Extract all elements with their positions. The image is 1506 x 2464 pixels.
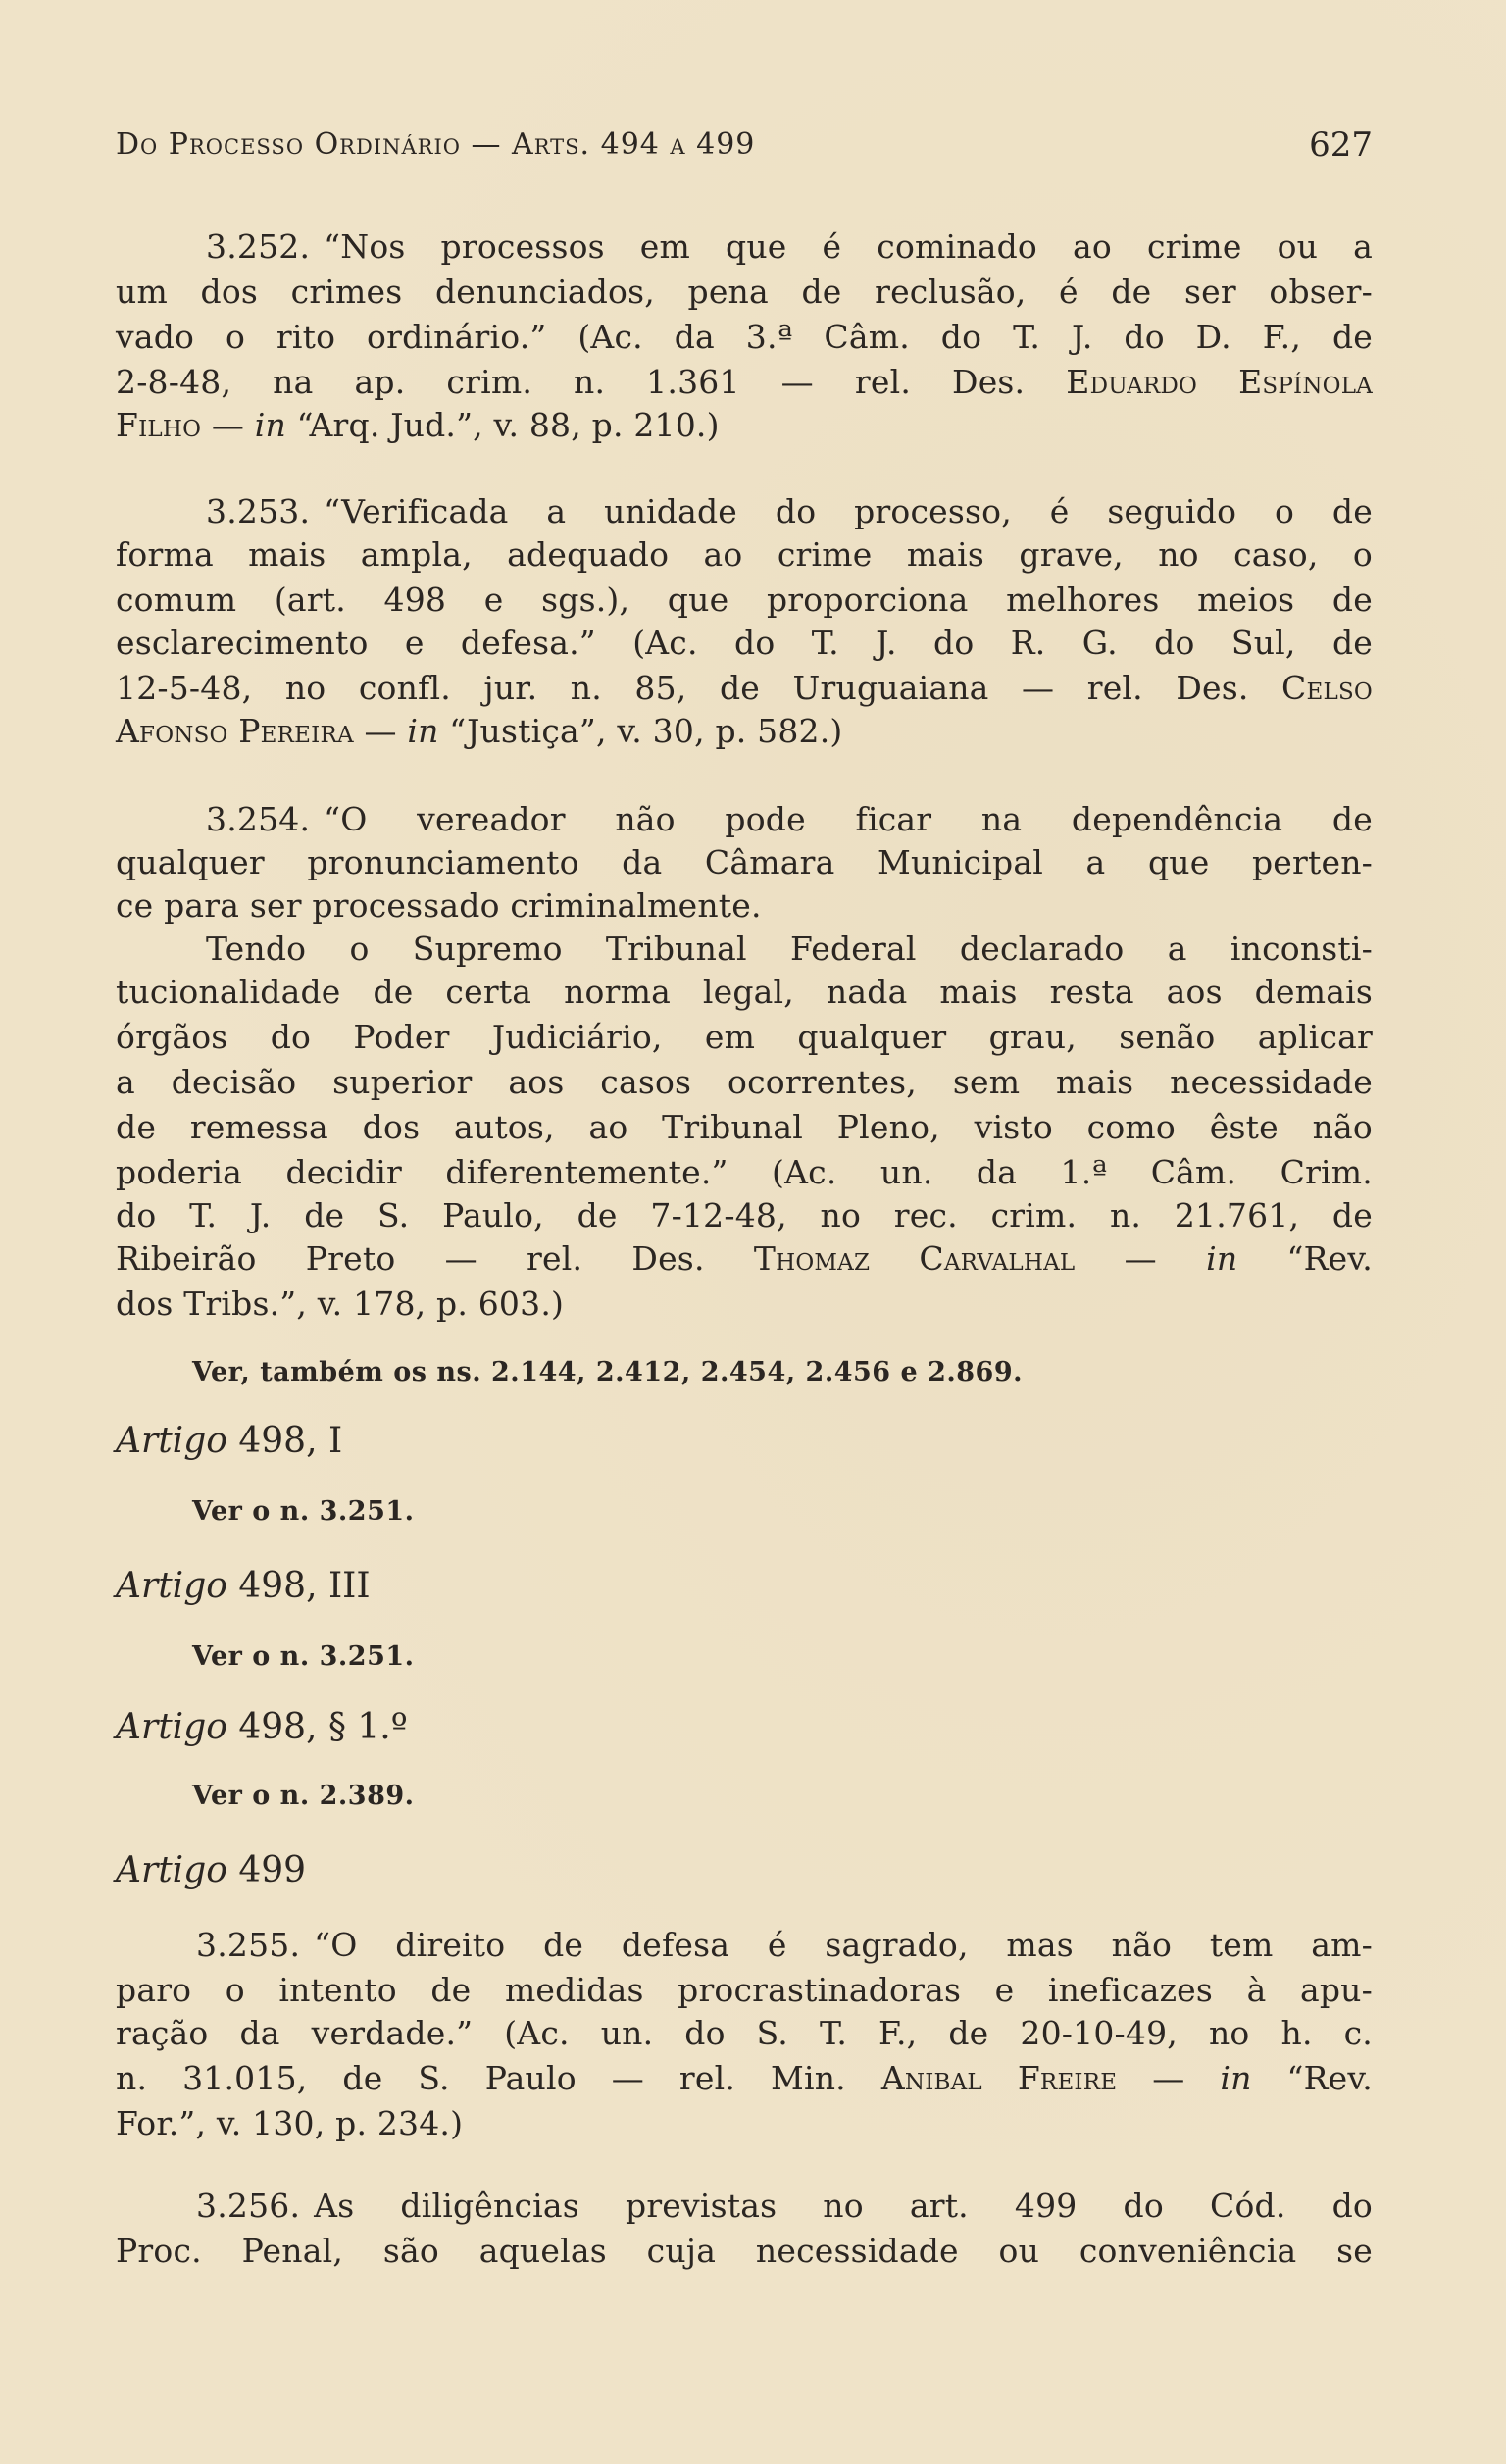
- rapporteur-name: Celso: [1281, 669, 1373, 707]
- paragraph-3253-line-6: Afonso Pereira — in “Justiça”, v. 30, p. 582.): [116, 712, 843, 750]
- paragraph-number: 3.255.: [196, 1926, 301, 1964]
- article-ref-498-iii: Ver o n. 3.251.: [192, 1641, 415, 1672]
- rapporteur-name: Afonso Pereira: [116, 712, 354, 750]
- rapporteur-name: Filho: [116, 406, 202, 444]
- paragraph-3254-line-8: de remessa dos autos, ao Tribunal Pleno, visto como êste não: [116, 1108, 1373, 1146]
- article-heading-498-par1: Artigo 498, § 1.º: [116, 1707, 408, 1747]
- paragraph-number: 3.253.: [206, 492, 311, 530]
- rapporteur-name: Eduardo Espínola: [1066, 363, 1373, 401]
- running-title: Do Processo Ordinário — Arts. 494 a 499: [116, 127, 756, 162]
- paragraph-number: 3.254.: [206, 800, 311, 838]
- paragraph-3254-line-9: poderia decidir diferentemente.” (Ac. un. da 1.ª Câm. Crim.: [116, 1153, 1373, 1191]
- paragraph-3255-line-2: paro o intento de medidas procrastinadoras e ineficazes à apu-: [116, 1971, 1373, 2009]
- article-heading-499: Artigo 499: [116, 1850, 307, 1890]
- paragraph-3252-line-3: vado o rito ordinário.” (Ac. da 3.ª Câm. do T. J. do D. F., de: [116, 318, 1373, 356]
- paragraph-3255-line-1: 3.255. “O direito de defesa é sagrado, mas não tem am-: [196, 1926, 1373, 1964]
- paragraph-3253-line-2: forma mais ampla, adequado ao crime mais grave, no caso, o: [116, 535, 1373, 574]
- paragraph-3254-line-3: ce para ser processado criminalmente.: [116, 886, 762, 925]
- article-heading-498-i: Artigo 498, I: [116, 1421, 343, 1461]
- paragraph-3253-line-5: 12-5-48, no confl. jur. n. 85, de Uruguaiana — rel. Des. Celso: [116, 669, 1373, 707]
- paragraph-3254-line-1: 3.254. “O vereador não pode ficar na dependência de: [206, 800, 1373, 838]
- see-also-note: Ver, também os ns. 2.144, 2.412, 2.454, 2.456 e 2.869.: [192, 1357, 1024, 1387]
- article-ref-498-par1: Ver o n. 2.389.: [192, 1781, 415, 1811]
- rapporteur-name: Thomaz Carvalhal: [753, 1239, 1076, 1278]
- paragraph-3252-line-5: Filho — in “Arq. Jud.”, v. 88, p. 210.): [116, 406, 720, 444]
- paragraph-3254-line-5: tucionalidade de certa norma legal, nada mais resta aos demais: [116, 973, 1373, 1011]
- article-heading-498-iii: Artigo 498, III: [116, 1566, 371, 1606]
- paragraph-3253-line-1: 3.253. “Verificada a unidade do processo, é seguido o de: [206, 492, 1373, 530]
- paragraph-3252-line-4: 2-8-48, na ap. crim. n. 1.361 — rel. Des. Eduardo Espínola: [116, 363, 1373, 401]
- paragraph-3254-line-12: dos Tribs.”, v. 178, p. 603.): [116, 1284, 565, 1323]
- paragraph-3253-line-3: comum (art. 498 e sgs.), que proporciona melhores meios de: [116, 580, 1373, 619]
- paragraph-3252-line-1: 3.252. “Nos processos em que é cominado ao crime ou a: [206, 227, 1373, 266]
- paragraph-3256-line-1: 3.256. As diligências previstas no art. 499 do Cód. do: [196, 2187, 1373, 2225]
- paragraph-3254-line-4: Tendo o Supremo Tribunal Federal declarado a inconsti-: [206, 930, 1373, 968]
- paragraph-3254-line-6: órgãos do Poder Judiciário, em qualquer grau, senão aplicar: [116, 1018, 1373, 1056]
- paragraph-3255-line-4: n. 31.015, de S. Paulo — rel. Min. Anibal Freire — in “Rev.: [116, 2059, 1373, 2097]
- paragraph-number: 3.252.: [206, 227, 311, 266]
- paragraph-3254-line-10: do T. J. de S. Paulo, de 7-12-48, no rec. crim. n. 21.761, de: [116, 1196, 1373, 1234]
- paragraph-3255-line-3: ração da verdade.” (Ac. un. do S. T. F., de 20-10-49, no h. c.: [116, 2014, 1373, 2052]
- rapporteur-name: Anibal Freire: [880, 2059, 1118, 2097]
- paragraph-3254-line-7: a decisão superior aos casos ocorrentes, sem mais necessidade: [116, 1063, 1373, 1101]
- running-header: [116, 126, 1373, 165]
- paragraph-3254-line-11: Ribeirão Preto — rel. Des. Thomaz Carvalhal — in “Rev.: [116, 1239, 1373, 1278]
- paragraph-number: 3.256.: [196, 2187, 301, 2225]
- paragraph-3254-line-2: qualquer pronunciamento da Câmara Municipal a que perten-: [116, 843, 1373, 881]
- page-number: 627: [1309, 126, 1373, 165]
- paragraph-3253-line-4: esclarecimento e defesa.” (Ac. do T. J. do R. G. do Sul, de: [116, 624, 1373, 662]
- paragraph-3255-line-5: For.”, v. 130, p. 234.): [116, 2104, 464, 2142]
- article-ref-498-i: Ver o n. 3.251.: [192, 1496, 415, 1527]
- paragraph-3252-line-2: um dos crimes denunciados, pena de reclusão, é de ser obser-: [116, 273, 1373, 311]
- paragraph-3256-line-2: Proc. Penal, são aquelas cuja necessidade ou conveniência se: [116, 2232, 1373, 2270]
